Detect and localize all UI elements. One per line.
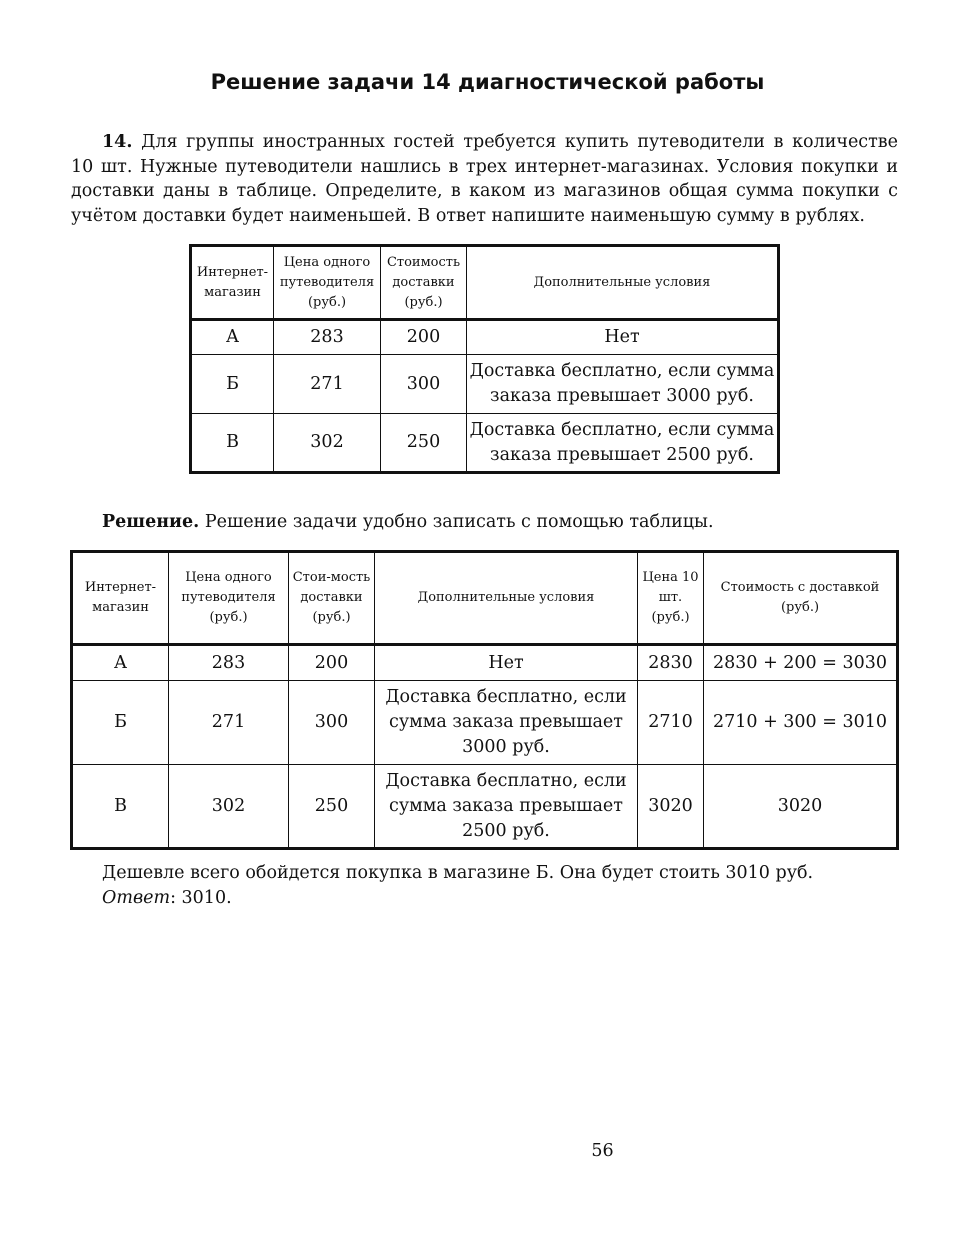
cell-delivery: 300 bbox=[289, 681, 375, 765]
cell-conditions: Доставка бесплатно, если сумма заказа превышает 3000 руб. bbox=[467, 355, 779, 414]
cell-shop: В bbox=[72, 765, 169, 849]
cell-total: 2830 + 200 = 3030 bbox=[704, 645, 898, 681]
cell-conditions: Доставка бесплатно, если сумма заказа превышает 2500 руб. bbox=[375, 765, 638, 849]
cell-conditions: Нет bbox=[467, 320, 779, 355]
cell-unit-price: 302 bbox=[169, 765, 289, 849]
table-row bbox=[191, 414, 779, 473]
cell-shop: В bbox=[191, 414, 274, 473]
cell-shop: А bbox=[72, 645, 169, 681]
solution-label: Решение. bbox=[102, 512, 200, 532]
header-shop: Интернет-магазин bbox=[72, 552, 169, 645]
cell-total: 3020 bbox=[704, 765, 898, 849]
page-title: Решение задачи 14 диагностической работы bbox=[210, 70, 765, 94]
solution-table bbox=[70, 550, 899, 850]
cell-delivery: 250 bbox=[289, 765, 375, 849]
problem-text: Для группы иностранных гостей требуется купить путеводители в количестве 10 шт. Нужные путеводители нашлись в трех интернет-магазинах. Условия покупки и доставки даны в таблице. Определите, в каком из магазинов общая сумма покупки с учётом доставки будет наименьшей. В ответ напишите наименьшую сумму в рублях. bbox=[71, 132, 898, 226]
header-conditions: Дополнительные условия bbox=[467, 246, 779, 320]
cell-delivery: 200 bbox=[289, 645, 375, 681]
cell-price-10: 2710 bbox=[638, 681, 704, 765]
header-unit-price: Цена одного путеводителя (руб.) bbox=[169, 552, 289, 645]
header-delivery: Стоимость доставки (руб.) bbox=[381, 246, 467, 320]
table-row bbox=[72, 681, 898, 765]
cell-delivery: 250 bbox=[381, 414, 467, 473]
cell-delivery: 300 bbox=[381, 355, 467, 414]
cell-conditions: Нет bbox=[375, 645, 638, 681]
cell-total: 2710 + 300 = 3010 bbox=[704, 681, 898, 765]
header-price-10: Цена 10 шт. (руб.) bbox=[638, 552, 704, 645]
problem-number: 14. bbox=[102, 132, 133, 152]
conclusion bbox=[102, 861, 813, 911]
cell-shop: Б bbox=[191, 355, 274, 414]
cell-unit-price: 283 bbox=[169, 645, 289, 681]
cell-unit-price: 271 bbox=[274, 355, 381, 414]
cell-unit-price: 271 bbox=[169, 681, 289, 765]
cell-price-10: 3020 bbox=[638, 765, 704, 849]
header-conditions: Дополнительные условия bbox=[375, 552, 638, 645]
cell-delivery: 200 bbox=[381, 320, 467, 355]
solution-intro bbox=[102, 510, 714, 534]
table-header-row bbox=[191, 246, 779, 320]
problem-statement bbox=[71, 130, 898, 228]
conditions-table bbox=[189, 244, 780, 474]
header-shop: Интернет-магазин bbox=[191, 246, 274, 320]
answer-value: : 3010. bbox=[170, 888, 232, 908]
answer-line bbox=[102, 886, 813, 911]
cell-unit-price: 283 bbox=[274, 320, 381, 355]
answer-label: Ответ bbox=[102, 888, 171, 908]
header-unit-price: Цена одного путеводителя (руб.) bbox=[274, 246, 381, 320]
cell-shop: Б bbox=[72, 681, 169, 765]
solution-text: Решение задачи удобно записать с помощью таблицы. bbox=[204, 512, 714, 532]
table-row bbox=[191, 355, 779, 414]
header-delivery: Стои-мость доставки (руб.) bbox=[289, 552, 375, 645]
table-header-row bbox=[72, 552, 898, 645]
cell-conditions: Доставка бесплатно, если сумма заказа превышает 3000 руб. bbox=[375, 681, 638, 765]
page-number: 56 bbox=[591, 1141, 614, 1161]
table-row bbox=[72, 765, 898, 849]
table-row bbox=[72, 645, 898, 681]
table-row bbox=[191, 320, 779, 355]
cell-unit-price: 302 bbox=[274, 414, 381, 473]
cell-price-10: 2830 bbox=[638, 645, 704, 681]
header-total: Стоимость с доставкой (руб.) bbox=[704, 552, 898, 645]
conclusion-text: Дешевле всего обойдется покупка в магазине Б. Она будет стоить 3010 руб. bbox=[102, 863, 814, 883]
cell-shop: А bbox=[191, 320, 274, 355]
cell-conditions: Доставка бесплатно, если сумма заказа превышает 2500 руб. bbox=[467, 414, 779, 473]
